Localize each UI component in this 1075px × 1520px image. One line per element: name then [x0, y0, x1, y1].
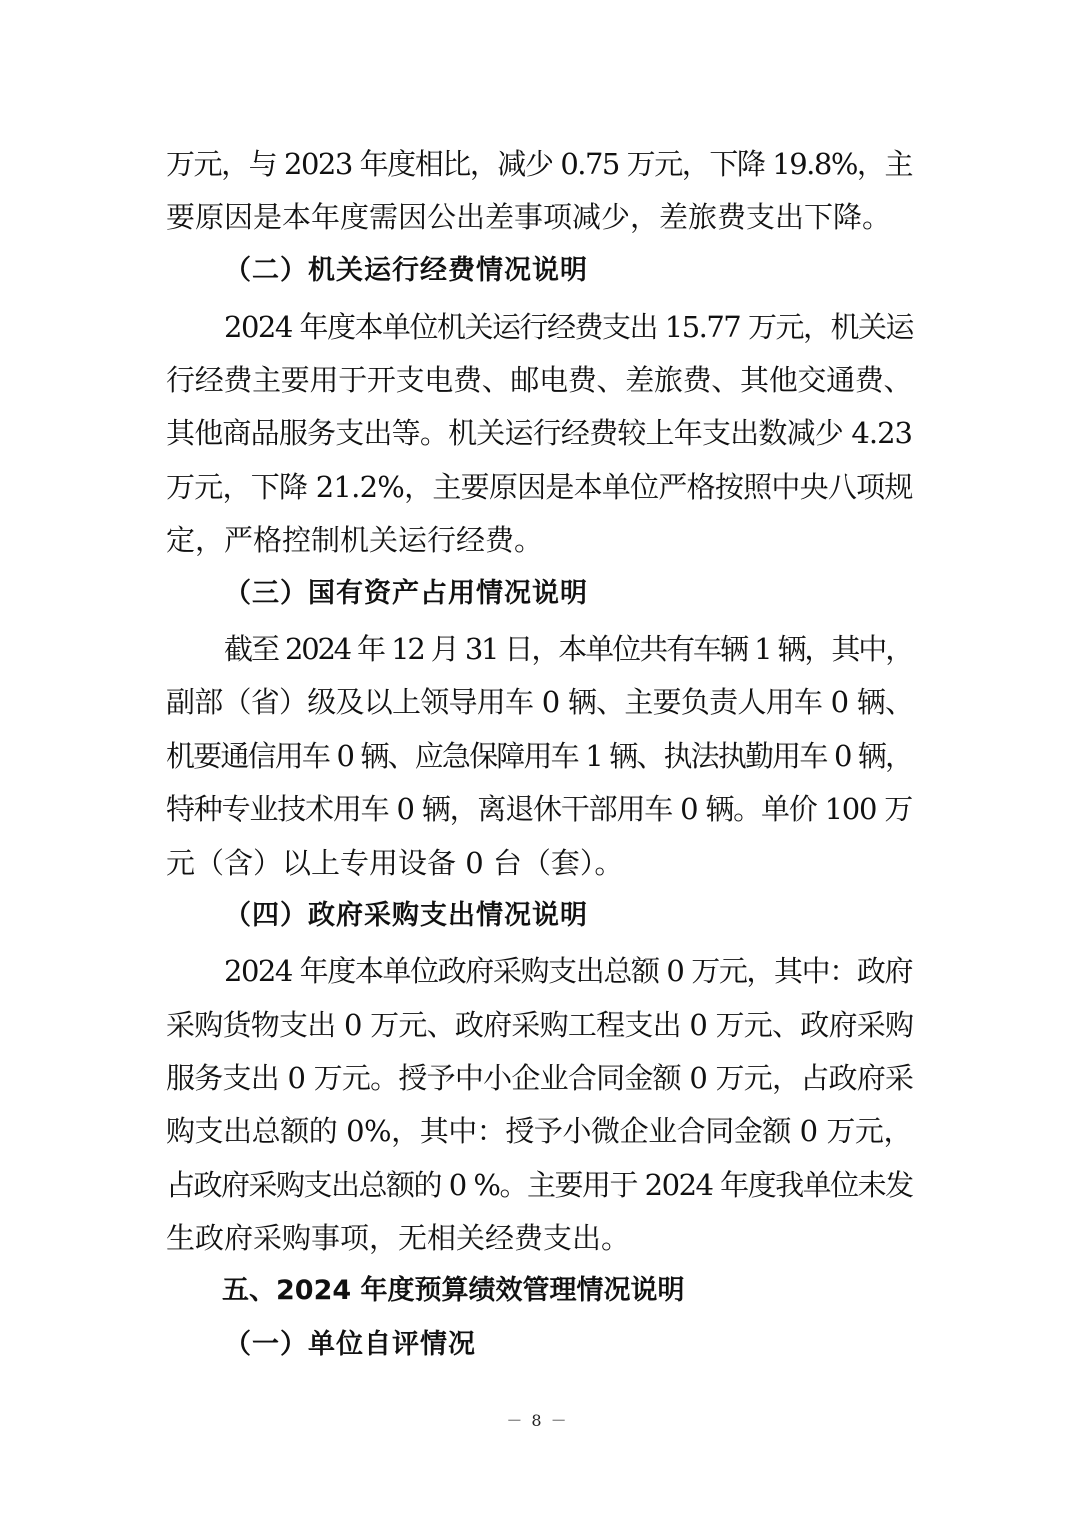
paragraph-line: 副部（省）级及以上领导用车 0 辆、主要负责人用车 0 辆、	[166, 685, 914, 719]
paragraph-line: 占政府采购支出总额的 0 %。主要用于 2024 年度我单位未发	[166, 1168, 913, 1202]
section-heading-state-assets: （三）国有资产占用情况说明	[224, 578, 588, 609]
paragraph-line: 生政府采购事项，无相关经费支出。	[166, 1221, 631, 1255]
paragraph-line: 购支出总额的 0%，其中：授予小微企业合同金额 0 万元，	[166, 1114, 912, 1148]
paragraph-line: 特种专业技术用车 0 辆，离退休干部用车 0 辆。单价 100 万	[166, 792, 912, 826]
paragraph-line: 2024 年度本单位政府采购支出总额 0 万元，其中：政府	[224, 954, 912, 988]
paragraph-line: 行经费主要用于开支电费、邮电费、差旅费、其他交通费、	[166, 363, 912, 397]
paragraph-line: 万元，下降 21.2%，主要原因是本单位严格按照中央八项规	[166, 470, 913, 504]
paragraph-line: 采购货物支出 0 万元、政府采购工程支出 0 万元、政府采购	[166, 1008, 914, 1042]
paragraph-line: 服务支出 0 万元。授予中小企业合同金额 0 万元，占政府采	[166, 1061, 914, 1095]
paragraph-line: 定，严格控制机关运行经费。	[166, 523, 544, 557]
paragraph-line: 截至 2024 年 12 月 31 日，本单位共有车辆 1 辆，其中，	[224, 632, 912, 666]
section-heading-government-procurement: （四）政府采购支出情况说明	[224, 900, 588, 931]
paragraph-line: 机要通信用车 0 辆、应急保障用车 1 辆、执法执勤用车 0 辆，	[166, 739, 912, 773]
page-number: － 8 －	[506, 1411, 569, 1430]
paragraph-line: 元（含）以上专用设备 0 台（套）。	[166, 846, 624, 880]
paragraph-line: 2024 年度本单位机关运行经费支出 15.77 万元，机关运	[224, 310, 913, 344]
paragraph-line: 要原因是本年度需因公出差事项减少，差旅费支出下降。	[166, 200, 892, 234]
section-heading-self-evaluation: （一）单位自评情况	[224, 1329, 476, 1360]
section-heading-performance-management: 五、2024 年度预算绩效管理情况说明	[222, 1275, 685, 1306]
paragraph-line: 其他商品服务支出等。机关运行经费较上年支出数减少 4.23	[166, 416, 912, 450]
section-heading-institution-operating-expenses: （二）机关运行经费情况说明	[224, 255, 588, 286]
paragraph-line: 万元，与 2023 年度相比，减少 0.75 万元，下降 19.8%，主	[166, 147, 912, 181]
